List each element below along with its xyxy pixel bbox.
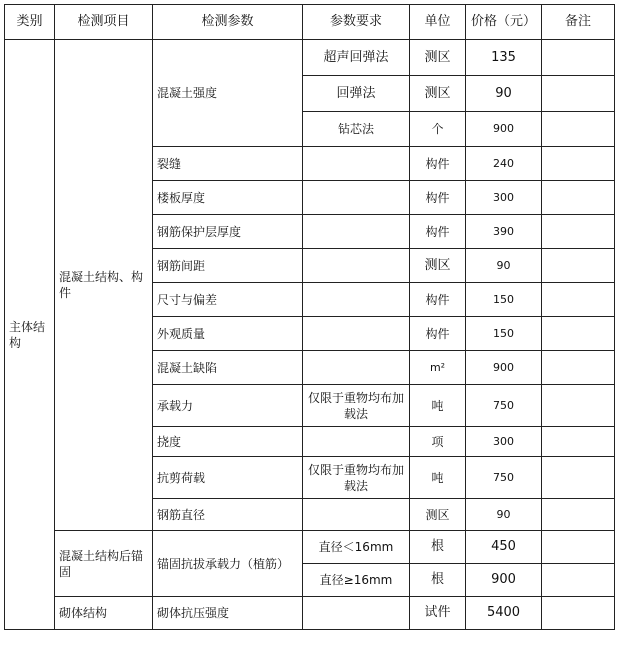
header-param: 检测参数 — [153, 5, 303, 40]
req-cell — [303, 597, 410, 630]
table-row — [5, 531, 615, 564]
req-cell — [303, 283, 410, 317]
param-cell: 裂缝 — [153, 147, 303, 181]
header-row — [5, 5, 615, 40]
unit-cell: 构件 — [410, 317, 466, 351]
note-cell — [542, 317, 615, 351]
price-cell: 90 — [466, 76, 542, 112]
req-cell: 回弹法 — [303, 76, 410, 112]
note-cell — [542, 283, 615, 317]
param-cell: 尺寸与偏差 — [153, 283, 303, 317]
param-cell: 锚固抗拔承载力（植筋） — [153, 531, 303, 597]
price-cell: 90 — [466, 249, 542, 283]
param-cell: 钢筋直径 — [153, 499, 303, 531]
req-cell: 仅限于重物均布加载法 — [303, 457, 410, 499]
req-cell — [303, 147, 410, 181]
item-cell-anchor: 混凝土结构后锚固 — [55, 531, 153, 597]
category-cell: 主体结构 — [5, 40, 55, 630]
price-cell: 135 — [466, 40, 542, 76]
unit-cell: 根 — [410, 564, 466, 597]
note-cell — [542, 181, 615, 215]
note-cell — [542, 597, 615, 630]
price-cell: 150 — [466, 317, 542, 351]
param-cell: 钢筋间距 — [153, 249, 303, 283]
req-cell — [303, 317, 410, 351]
price-cell: 300 — [466, 427, 542, 457]
note-cell — [542, 351, 615, 385]
note-cell — [542, 385, 615, 427]
req-cell — [303, 351, 410, 385]
note-cell — [542, 427, 615, 457]
param-cell: 钢筋保护层厚度 — [153, 215, 303, 249]
note-cell — [542, 249, 615, 283]
price-cell: 150 — [466, 283, 542, 317]
req-cell: 仅限于重物均布加载法 — [303, 385, 410, 427]
price-cell: 5400 — [466, 597, 542, 630]
param-cell: 承载力 — [153, 385, 303, 427]
unit-cell: 吨 — [410, 457, 466, 499]
req-cell: 钻芯法 — [303, 112, 410, 147]
param-cell: 砌体抗压强度 — [153, 597, 303, 630]
note-cell — [542, 147, 615, 181]
req-cell: 超声回弹法 — [303, 40, 410, 76]
price-cell: 240 — [466, 147, 542, 181]
unit-cell: 构件 — [410, 147, 466, 181]
param-cell: 抗剪荷载 — [153, 457, 303, 499]
unit-cell: 个 — [410, 112, 466, 147]
note-cell — [542, 531, 615, 564]
item-cell-concrete: 混凝土结构、构件 — [55, 40, 153, 531]
unit-cell: 根 — [410, 531, 466, 564]
item-cell-masonry: 砌体结构 — [55, 597, 153, 630]
unit-cell: 构件 — [410, 215, 466, 249]
header-note: 备注 — [542, 5, 615, 40]
unit-cell: 试件 — [410, 597, 466, 630]
param-cell: 混凝土缺陷 — [153, 351, 303, 385]
price-table — [4, 4, 615, 630]
note-cell — [542, 564, 615, 597]
header-requirement: 参数要求 — [303, 5, 410, 40]
unit-cell: 测区 — [410, 40, 466, 76]
req-cell: 直径≥16mm — [303, 564, 410, 597]
note-cell — [542, 76, 615, 112]
header-price: 价格（元） — [466, 5, 542, 40]
unit-cell: m² — [410, 351, 466, 385]
unit-cell: 项 — [410, 427, 466, 457]
price-cell: 300 — [466, 181, 542, 215]
price-cell: 900 — [466, 351, 542, 385]
price-cell: 390 — [466, 215, 542, 249]
param-cell: 楼板厚度 — [153, 181, 303, 215]
unit-cell: 构件 — [410, 283, 466, 317]
header-unit: 单位 — [410, 5, 466, 40]
note-cell — [542, 457, 615, 499]
note-cell — [542, 499, 615, 531]
param-cell: 混凝土强度 — [153, 40, 303, 147]
unit-cell: 测区 — [410, 249, 466, 283]
req-cell — [303, 249, 410, 283]
unit-cell: 测区 — [410, 76, 466, 112]
note-cell — [542, 112, 615, 147]
header-item: 检测项目 — [55, 5, 153, 40]
unit-cell: 吨 — [410, 385, 466, 427]
header-category: 类别 — [5, 5, 55, 40]
table-row — [5, 597, 615, 630]
req-cell — [303, 499, 410, 531]
unit-cell: 测区 — [410, 499, 466, 531]
req-cell — [303, 215, 410, 249]
req-cell: 直径＜16mm — [303, 531, 410, 564]
price-cell: 450 — [466, 531, 542, 564]
req-cell — [303, 181, 410, 215]
price-cell: 90 — [466, 499, 542, 531]
param-cell: 挠度 — [153, 427, 303, 457]
price-cell: 750 — [466, 457, 542, 499]
note-cell — [542, 40, 615, 76]
table-row — [5, 40, 615, 76]
price-cell: 900 — [466, 564, 542, 597]
price-cell: 750 — [466, 385, 542, 427]
unit-cell: 构件 — [410, 181, 466, 215]
param-cell: 外观质量 — [153, 317, 303, 351]
price-cell: 900 — [466, 112, 542, 147]
req-cell — [303, 427, 410, 457]
note-cell — [542, 215, 615, 249]
